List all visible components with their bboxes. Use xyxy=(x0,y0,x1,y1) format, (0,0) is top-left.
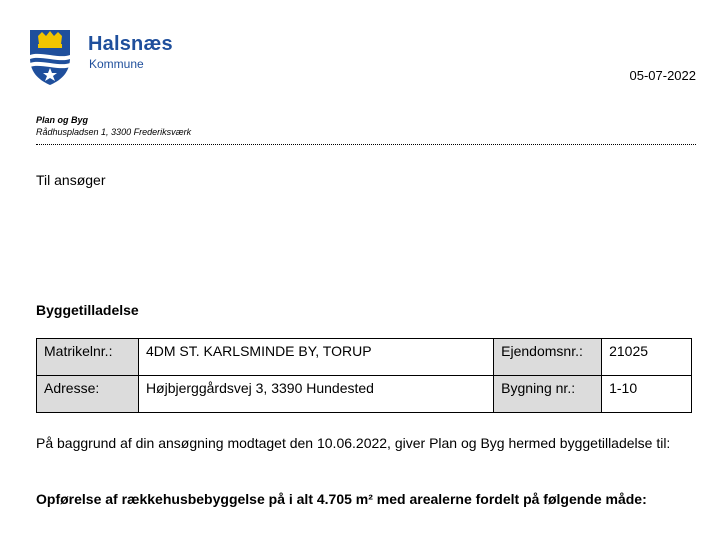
sender-department: Plan og Byg xyxy=(36,115,89,125)
ejendom-label: Ejendomsnr.: xyxy=(494,339,602,376)
brand-subtitle: Kommune xyxy=(89,57,144,71)
table-row xyxy=(37,376,692,413)
bygning-label: Bygning nr.: xyxy=(494,376,602,413)
permit-description: Opførelse af rækkehusbebyggelse på i alt 4.705 m² med arealerne fordelt på følgende måde: xyxy=(36,491,647,507)
permit-paragraph: På baggrund af din ansøgning modtaget den 10.06.2022, giver Plan og Byg hermed byggetilladelse til: xyxy=(36,435,671,451)
adresse-value: Højbjerggårdsvej 3, 3390 Hundested xyxy=(138,376,493,413)
bygning-value: 1-10 xyxy=(602,376,692,413)
property-info-table xyxy=(36,338,692,413)
adresse-label: Adresse: xyxy=(37,376,139,413)
matrikel-value: 4DM ST. KARLSMINDE BY, TORUP xyxy=(138,339,493,376)
brand-name: Halsnæs xyxy=(88,33,173,55)
letter-date: 05-07-2022 xyxy=(629,68,696,83)
table-row xyxy=(37,339,692,376)
matrikel-label: Matrikelnr.: xyxy=(37,339,139,376)
recipient-line: Til ansøger xyxy=(36,172,106,188)
sender-block xyxy=(36,114,191,138)
sender-address: Rådhuspladsen 1, 3300 Frederiksværk xyxy=(36,127,192,137)
halsnaes-crest-logo xyxy=(28,28,72,86)
ejendom-value: 21025 xyxy=(602,339,692,376)
document-title: Byggetilladelse xyxy=(36,302,139,318)
dotted-divider xyxy=(36,144,696,145)
